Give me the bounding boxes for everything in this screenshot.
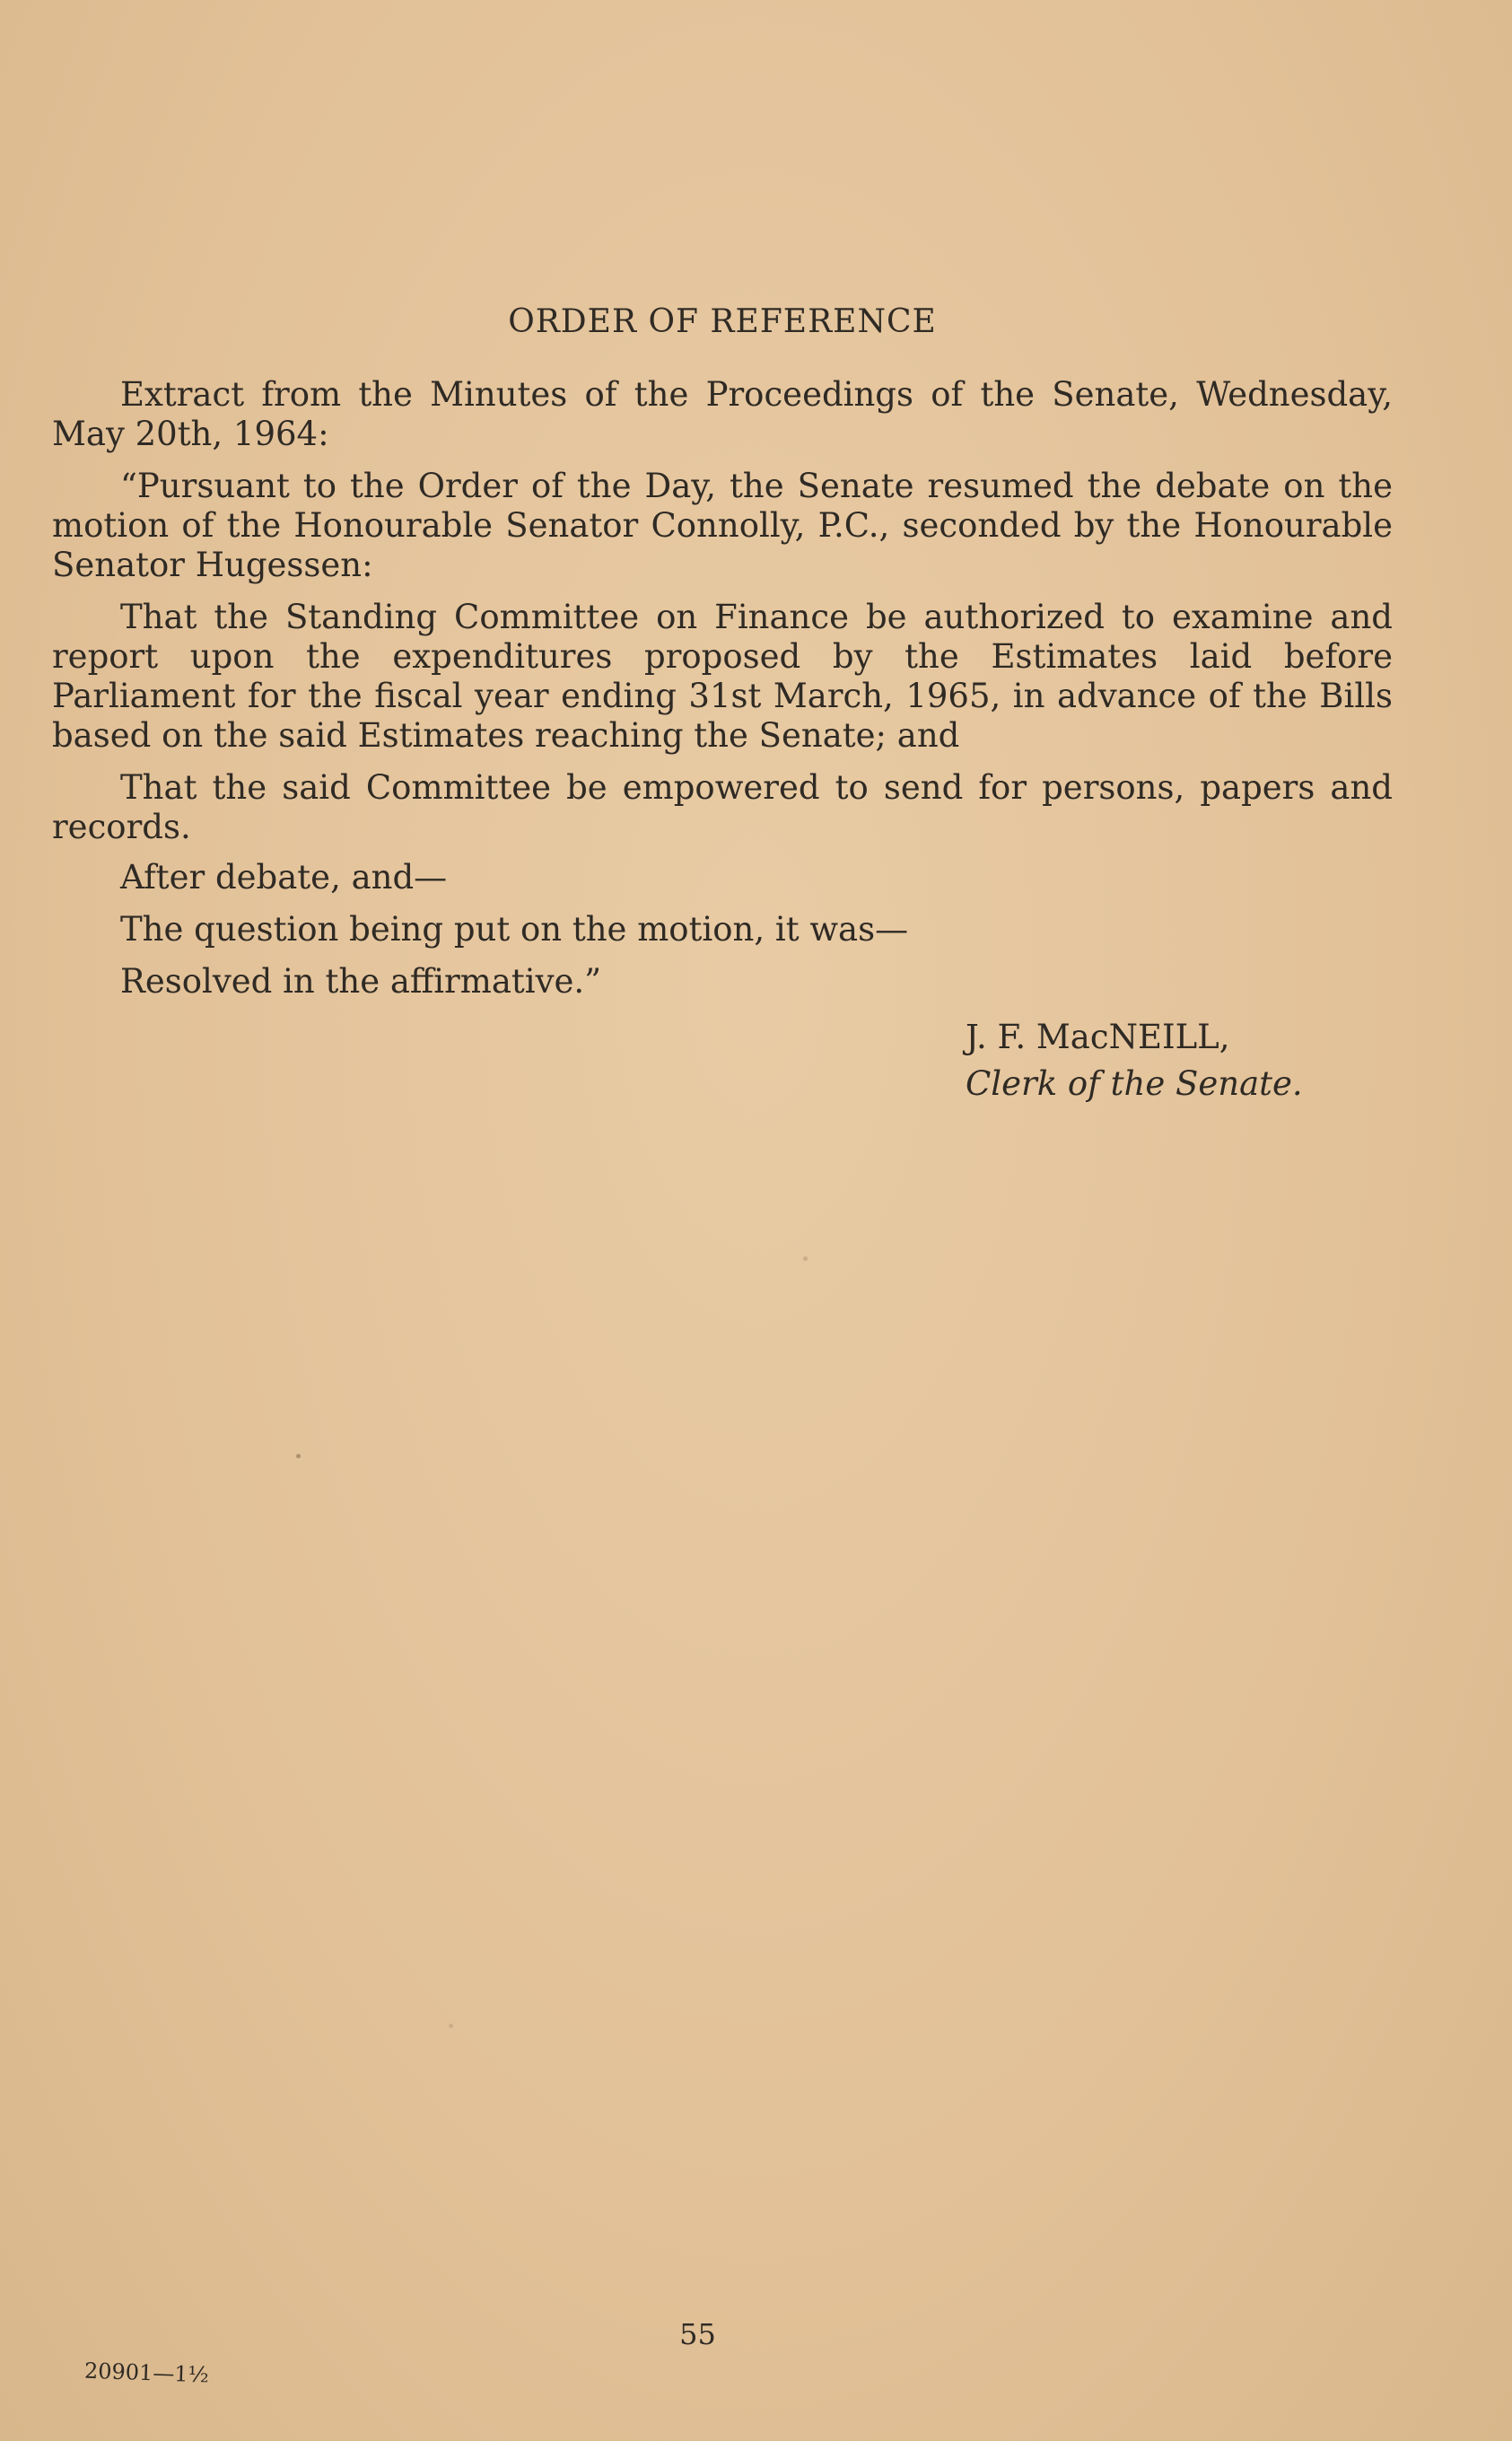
paper-speck xyxy=(803,1256,808,1261)
paragraph-empowered: That the said Committee be empowered to send for persons, papers and records. xyxy=(52,768,1393,846)
page-number: 55 xyxy=(679,2317,716,2351)
signature-block xyxy=(966,1014,1303,1107)
paper-speck xyxy=(449,2024,453,2028)
line-question: The question being put on the motion, it was— xyxy=(120,910,909,949)
paragraph-standing-committee: That the Standing Committee on Finance be authorized to examine and report upon the expenditures proposed by the Estimates laid before Parliament for the fiscal year ending 31st March, 1965, in advance of the Bills based on the said Estimates reaching the Senate; and xyxy=(52,598,1393,755)
body-paragraphs xyxy=(52,375,1393,860)
paper-speck xyxy=(296,1454,301,1458)
line-after-debate: After debate, and— xyxy=(120,858,448,897)
line-resolved: Resolved in the affirmative.” xyxy=(120,962,602,1001)
paragraph-extract: Extract from the Minutes of the Proceedings of the Senate, Wednesday, May 20th, 1964: xyxy=(52,375,1393,453)
document-title: ORDER OF REFERENCE xyxy=(508,303,937,340)
print-code: 20901—1½ xyxy=(83,2358,210,2388)
signature-name: J. F. MacNEILL, xyxy=(966,1018,1230,1056)
paragraph-pursuant: “Pursuant to the Order of the Day, the Senate resumed the debate on the motion of the Honourable Senator Connolly, P.C., seconded by the Honourable Senator Hugessen: xyxy=(52,467,1393,584)
signature-role: Clerk of the Senate. xyxy=(966,1064,1303,1103)
